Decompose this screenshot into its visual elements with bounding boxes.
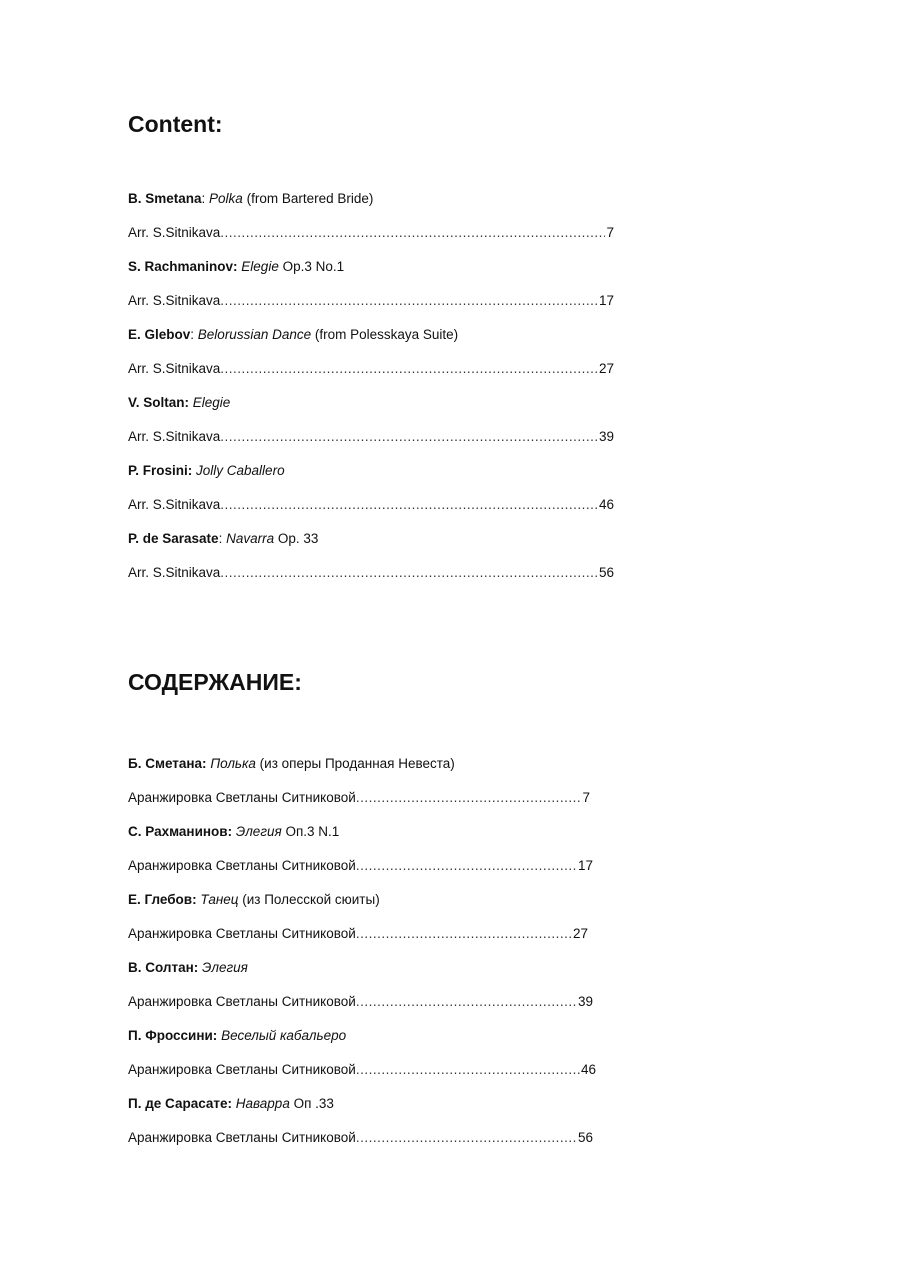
work-details: Оп .33 [289,1096,334,1111]
page-number: 7 [582,790,590,805]
toc-arranger-line[interactable] [128,284,614,318]
composer-name: V. Soltan: [128,395,190,410]
page-number: 27 [572,926,588,941]
dot-leader [220,284,598,318]
dot-leader [356,1121,577,1155]
dot-leader [220,352,598,386]
arranger-name: Аранжировка Светланы Ситниковой [128,926,356,941]
composer-name: С. Рахманинов: [128,824,233,839]
toc-entry [128,1087,593,1155]
arranger-name: Аранжировка Светланы Ситниковой [128,994,356,1009]
work-details: Op. 33 [274,531,319,546]
toc-title-line [128,883,593,917]
toc-entry [128,318,614,386]
toc-title-line [128,454,614,488]
toc-title-line [128,182,614,216]
page-number: 46 [580,1062,596,1077]
work-title: Полька [210,756,256,771]
toc-entry [128,454,614,522]
separator: : [190,327,198,342]
dot-leader [356,917,572,951]
arranger-name: Arr. S.Sitnikava [128,293,221,308]
toc-arranger-line[interactable] [128,420,614,454]
work-details: (из Полесской сюиты) [238,892,380,907]
composer-name: Е. Глебов: [128,892,197,907]
work-title: Наварра [235,1096,290,1111]
work-title: Elegie [241,259,279,274]
composer-name: B. Smetana [128,191,202,206]
dot-leader [220,488,598,522]
work-title: Веселый кабальеро [221,1028,347,1043]
composer-name: Б. Сметана: [128,756,207,771]
toc-entry [128,386,614,454]
composer-name: S. Rachmaninov: [128,259,238,274]
toc-arranger-line[interactable] [128,1053,596,1087]
page-number: 56 [577,1130,593,1145]
arranger-name: Аранжировка Светланы Ситниковой [128,1062,356,1077]
composer-name: E. Glebov [128,327,191,342]
dot-leader [356,985,577,1019]
composer-name: P. de Sarasate [128,531,219,546]
dot-leader [356,849,577,883]
dot-leader [220,216,605,250]
separator: : [218,531,227,546]
toc-entry [128,951,593,1019]
work-title: Polka [209,191,243,206]
toc-title-line [128,815,593,849]
composer-name: П. Фроссини: [128,1028,218,1043]
toc-title-line [128,747,593,781]
arranger-name: Arr. S.Sitnikava [128,497,221,512]
work-details: (из оперы Проданная Невеста) [255,756,455,771]
russian-contents-heading: СОДЕРЖАНИЕ: [128,669,302,695]
work-title: Jolly Caballero [196,463,285,478]
work-details: Op.3 No.1 [278,259,345,274]
arranger-name: Аранжировка Светланы Ситниковой [128,1130,356,1145]
page-number: 7 [606,225,614,240]
toc-arranger-line[interactable] [128,556,614,590]
toc-arranger-line[interactable] [128,488,614,522]
work-details: (from Polesskaya Suite) [311,327,459,342]
dot-leader [356,781,582,815]
toc-arranger-line[interactable] [128,352,614,386]
dot-leader [220,556,598,590]
toc-arranger-line[interactable] [128,1121,593,1155]
composer-name: В. Солтан: [128,960,199,975]
toc-arranger-line[interactable] [128,216,614,250]
work-details: Оп.3 N.1 [281,824,340,839]
page-number: 39 [577,994,593,1009]
composer-name: П. де Сарасате: [128,1096,233,1111]
work-title: Elegie [192,395,231,410]
toc-entry [128,182,614,250]
toc-arranger-line[interactable] [128,985,593,1019]
toc-title-line [128,522,614,556]
toc-title-line [128,250,614,284]
page-number: 39 [598,429,614,444]
page-number: 17 [598,293,614,308]
page-number: 27 [598,361,614,376]
toc-title-line [128,951,593,985]
work-title: Navarra [226,531,275,546]
page-number: 46 [598,497,614,512]
toc-title-line [128,1019,593,1053]
toc-entry [128,250,614,318]
toc-arranger-line[interactable] [128,917,588,951]
arranger-name: Аранжировка Светланы Ситниковой [128,790,356,805]
toc-entry [128,883,593,951]
toc-arranger-line[interactable] [128,849,593,883]
work-title: Belorussian Dance [197,327,312,342]
work-details: (from Bartered Bride) [242,191,374,206]
dot-leader [220,420,598,454]
toc-title-line [128,318,614,352]
page-number: 56 [598,565,614,580]
dot-leader [356,1053,580,1087]
russian-contents-list [128,747,596,1155]
arranger-name: Arr. S.Sitnikava [128,429,221,444]
composer-name: P. Frosini: [128,463,193,478]
english-contents-list [128,182,614,590]
english-contents-heading: Content: [128,111,223,137]
toc-title-line [128,1087,593,1121]
work-title: Элегия [235,824,282,839]
separator: : [201,191,210,206]
work-title: Элегия [202,960,248,975]
toc-entry [128,1019,596,1087]
toc-entry [128,815,593,883]
toc-entry [128,747,593,815]
page-number: 17 [577,858,593,873]
arranger-name: Аранжировка Светланы Ситниковой [128,858,356,873]
toc-arranger-line[interactable] [128,781,590,815]
arranger-name: Arr. S.Sitnikava [128,225,221,240]
work-title: Танец [200,892,239,907]
toc-title-line [128,386,614,420]
arranger-name: Arr. S.Sitnikava [128,361,221,376]
toc-entry [128,522,614,590]
arranger-name: Arr. S.Sitnikava [128,565,221,580]
